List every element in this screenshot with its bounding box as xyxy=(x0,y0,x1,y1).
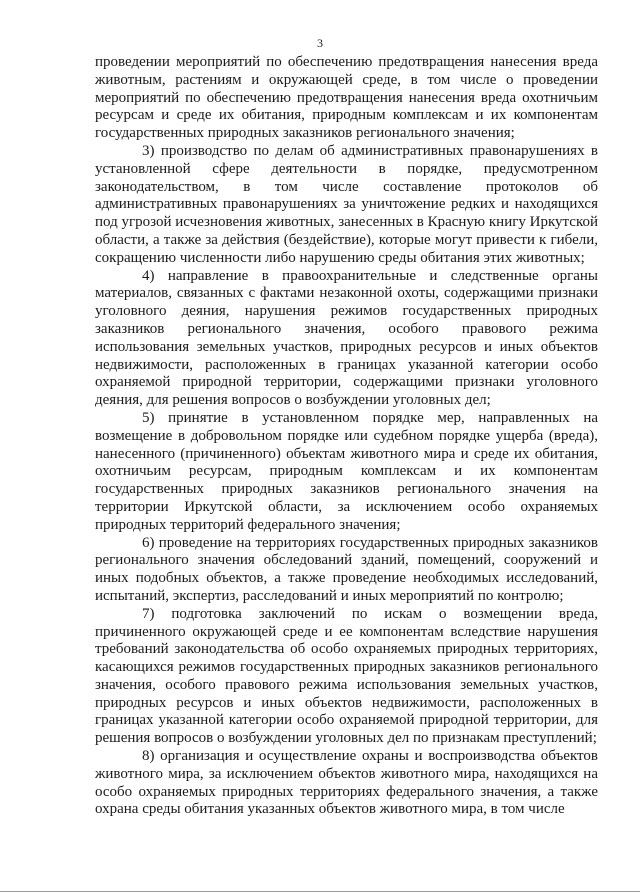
paragraph-item-3: 3) производство по делам об административных правонарушениях в установленной сфере деятельности в порядке, предусмотренном законодательством, в том числе составление протоколов об административных правонарушениях за уничтожение редких и находящихся под угрозой исчезновения животных, занесенных в Красную книгу Иркутской области, а также за действия (бездействие), которые могут привести к гибели, сокращению численности либо нарушению среды обитания этих животных; xyxy=(95,142,598,266)
paragraph-item-7: 7) подготовка заключений по искам о возмещении вреда, причиненного окружающей среде и ее компонентам вследствие нарушения требований законодательства об особо охраняемых природных территориях, касающихся режимов государственных природных заказников регионального значения, особого правового режима использования земельных участков, природных ресурсов и иных объектов недвижимости, расположенных в границах указанной категории особо охраняемой природной территории, для решения вопросов о возбуждении уголовных дел по признакам преступлений; xyxy=(95,605,598,747)
paragraph-continuation: проведении мероприятий по обеспечению предотвращения нанесения вреда животным, растениям и окружающей среде, в том числе о проведении мероприятий по обеспечению предотвращения нанесения вреда охотничьим ресурсам и среде их обитания, природным комплексам и их компонентам государственных природных заказников регионального значения; xyxy=(95,54,598,142)
document-body xyxy=(95,54,598,819)
paragraph-item-5: 5) принятие в установленном порядке мер, направленных на возмещение в добровольном порядке или судебном порядке ущерба (вреда), нанесенного (причиненного) объектам животного мира и среде их обитания, охотничьим ресурсам, природным комплексам и их компонентам государственных природных заказников регионального значения на территории Иркутской области, за исключением особо охраняемых природных территорий федерального значения; xyxy=(95,409,598,533)
paragraph-item-4: 4) направление в правоохранительные и следственные органы материалов, связанных с фактами незаконной охоты, содержащими признаки уголовного деяния, нарушения режимов государственных природных заказников регионального значения, особого правового режима использования земельных участков, природных ресурсов и иных объектов недвижимости, расположенных в границах указанной категории особо охраняемой природной территории, содержащими признаки уголовного деяния, для решения вопросов о возбуждении уголовных дел; xyxy=(95,267,598,409)
paragraph-item-6: 6) проведение на территориях государственных природных заказников регионального значения обследований зданий, помещений, сооружений и иных подобных объектов, а также проведение необходимых исследований, испытаний, экспертиз, расследований и иных мероприятий по контролю; xyxy=(95,534,598,604)
page-number: 3 xyxy=(317,36,323,50)
paragraph-item-8: 8) организация и осуществление охраны и воспроизводства объектов животного мира, за исключением объектов животного мира, находящихся на особо охраняемых природных территориях федерального значения, а также охрана среды обитания указанных объектов животного мира, в том числе xyxy=(95,748,598,818)
page-bottom-divider xyxy=(0,891,640,892)
